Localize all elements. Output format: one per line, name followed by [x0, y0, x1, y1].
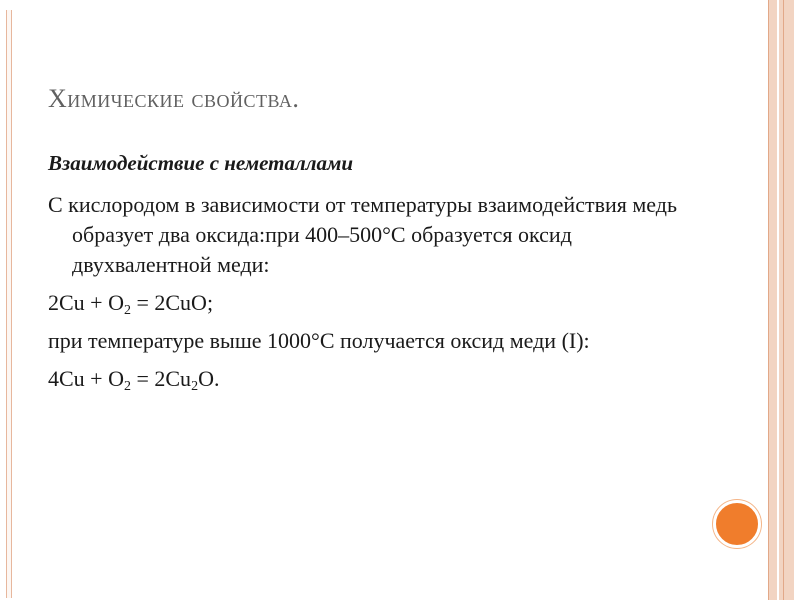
equation-2-part-c: O. [198, 366, 220, 391]
paragraph-oxygen-reaction: С кислородом в зависимости от температуры взаимодействия медь образует два оксида:при 400–500°C образуется оксид двухвалентной меди: [48, 192, 677, 277]
equation-1-subscript-a: 2 [123, 303, 131, 318]
left-border-decoration [6, 10, 12, 598]
paragraph-high-temperature: при температуре выше 1000°C получается оксид меди (I): [48, 328, 590, 353]
section-subtitle: Взаимодействие с неметаллами [48, 151, 354, 175]
slide-content [48, 148, 688, 402]
equation-2-subscript-b: 2 [191, 379, 199, 394]
equation-2-part-b: = 2Cu [130, 366, 192, 391]
equation-1-part-b: = 2CuO; [130, 290, 214, 315]
right-border-inner-line [777, 0, 779, 600]
orange-circle-decoration [713, 500, 761, 548]
right-border-accent-line [783, 0, 784, 600]
slide-title: Химические свойства. [48, 84, 300, 113]
right-border-decoration [768, 0, 794, 600]
equation-2-part-a: 4Cu + O [48, 366, 124, 391]
equation-copper-oxide-i [48, 364, 688, 394]
equation-copper-oxide-ii [48, 288, 688, 318]
equation-1-part-a: 2Cu + O [48, 290, 124, 315]
equation-2-subscript-a: 2 [123, 379, 131, 394]
